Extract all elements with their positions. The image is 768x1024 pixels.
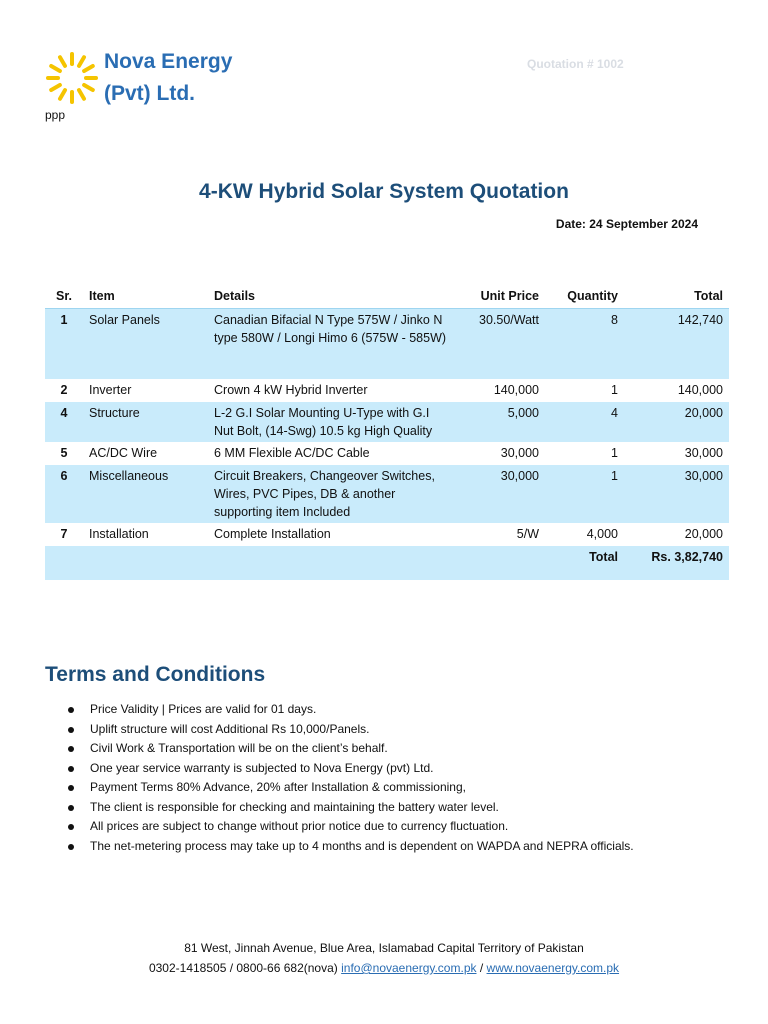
table-row: [45, 402, 729, 442]
row-sr: 5: [60, 446, 68, 460]
row-unit-price: 5/W: [516, 527, 539, 541]
row-sr: 7: [60, 527, 68, 541]
table-header-row: [45, 284, 729, 309]
row-unit-price: 30,000: [500, 446, 539, 460]
terms-item: The net-metering process may take up to 4 months and is dependent on WAPDA and NEPRA officials.: [90, 837, 730, 857]
header-total: Total: [624, 284, 729, 309]
footer-website-link[interactable]: www.novaenergy.com.pk: [486, 961, 620, 975]
row-item: Inverter: [89, 383, 132, 397]
row-details: L-2 G.I Solar Mounting U-Type with G.I Nut Bolt, (14-Swg) 10.5 kg High Quality: [208, 402, 458, 442]
header-quantity: Quantity: [545, 284, 624, 309]
header-unit-price: Unit Price: [458, 284, 545, 309]
row-item: Miscellaneous: [83, 465, 208, 523]
row-quantity: 4,000: [586, 527, 618, 541]
header-item: Item: [83, 284, 208, 309]
terms-list: [90, 700, 730, 856]
row-sr: 2: [60, 383, 68, 397]
grand-total-value: Rs. 3,82,740: [624, 546, 729, 580]
company-name: [104, 46, 232, 110]
table-row: [45, 465, 729, 523]
row-details: Crown 4 kW Hybrid Inverter: [214, 383, 368, 397]
sun-logo-icon: [44, 50, 100, 106]
row-details: Complete Installation: [214, 527, 331, 541]
row-total: 30,000: [684, 446, 723, 460]
row-sr: 6: [45, 465, 83, 523]
row-details: Circuit Breakers, Changeover Switches, Wires, PVC Pipes, DB & another supporting item Included: [208, 465, 458, 523]
row-quantity: 1: [611, 446, 618, 460]
quotation-table: [45, 284, 729, 580]
terms-item: One year service warranty is subjected to Nova Energy (pvt) Ltd.: [90, 759, 730, 779]
document-title: 4-KW Hybrid Solar System Quotation: [199, 180, 569, 203]
quotation-date: Date: 24 September 2024: [555, 217, 698, 231]
footer-address: 81 West, Jinnah Avenue, Blue Area, Islamabad Capital Territory of Pakistan: [184, 941, 584, 955]
row-quantity: 4: [545, 402, 624, 442]
row-unit-price: 5,000: [458, 402, 545, 442]
row-item: AC/DC Wire: [89, 446, 158, 460]
terms-item: Payment Terms 80% Advance, 20% after Installation & commissioning,: [90, 778, 730, 798]
row-sr: 1: [45, 309, 83, 380]
grand-total-label: Total: [545, 546, 624, 580]
terms-item: All prices are subject to change without prior notice due to currency fluctuation.: [90, 817, 730, 837]
footer-contact: [0, 958, 768, 978]
row-unit-price: 140,000: [493, 383, 539, 397]
table-row: [45, 379, 729, 402]
row-unit-price: 30.50/Watt: [458, 309, 545, 380]
row-total: 142,740: [624, 309, 729, 380]
row-item: Installation: [89, 527, 149, 541]
header-sr: Sr.: [45, 284, 83, 309]
row-item: Solar Panels: [83, 309, 208, 380]
row-total: 30,000: [624, 465, 729, 523]
row-total: 20,000: [684, 527, 723, 541]
footer-separator: /: [479, 961, 484, 975]
terms-item: Uplift structure will cost Additional Rs 10,000/Panels.: [90, 720, 730, 740]
row-total: 20,000: [624, 402, 729, 442]
terms-title: Terms and Conditions: [45, 663, 266, 686]
company-name-line1: Nova Energy: [104, 50, 233, 73]
row-item: Structure: [83, 402, 208, 442]
quotation-number: Quotation # 1002: [527, 57, 624, 71]
row-details: Canadian Bifacial N Type 575W / Jinko N type 580W / Longi Himo 6 (575W - 585W): [208, 309, 458, 380]
footer-phones: 0302-1418505 / 0800-66 682(nova): [148, 961, 338, 975]
table-row: [45, 442, 729, 465]
row-quantity: 1: [611, 383, 618, 397]
row-details: 6 MM Flexible AC/DC Cable: [214, 446, 370, 460]
row-sr: 4: [45, 402, 83, 442]
row-quantity: 1: [545, 465, 624, 523]
terms-item: The client is responsible for checking and maintaining the battery water level.: [90, 798, 730, 818]
row-unit-price: 30,000: [458, 465, 545, 523]
terms-item: Civil Work & Transportation will be on the client’s behalf.: [90, 739, 730, 759]
row-quantity: 8: [545, 309, 624, 380]
footer-email-link[interactable]: info@novaenergy.com.pk: [341, 961, 477, 975]
row-total: 140,000: [677, 383, 723, 397]
company-name-line2: (Pvt) Ltd.: [104, 82, 195, 105]
header-details: Details: [208, 284, 458, 309]
table-row: [45, 523, 729, 546]
company-tagline: ppp: [45, 108, 66, 122]
grand-total-row: [45, 546, 729, 580]
terms-item: Price Validity | Prices are valid for 01 days.: [90, 700, 730, 720]
table-row: [45, 309, 729, 380]
footer: [0, 938, 768, 978]
